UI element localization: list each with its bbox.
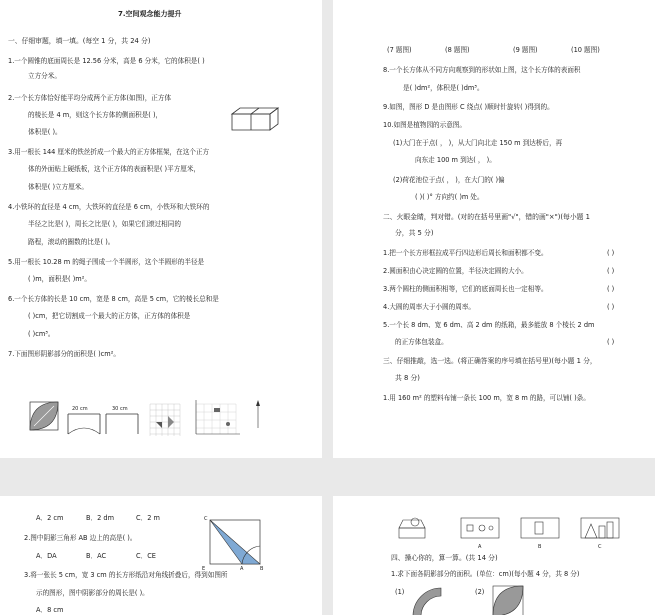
shaded-leaf-figure [489,584,529,615]
question-text: 1.用 160 m² 的塑料布铺一条长 100 m，宽 8 m 的路，可以铺( )条。 [383,394,590,402]
judge-item: 的正方体包装盒。 [395,338,448,346]
option-b[interactable]: B．AC [86,552,107,560]
object-views-figure [393,508,653,548]
option-a[interactable]: A．DA [36,552,57,560]
question-text: 向东走 100 m 到达( ， )。 [415,156,496,164]
page-1 [0,0,322,458]
rectangle-figure-20cm [66,402,102,436]
view-label: B [538,544,542,550]
answer-paren[interactable]: ( ) [607,249,615,257]
page-title: 7.空间观念能力提升 [118,10,182,18]
judge-item: 4.大圆的周率大于小圆的周率。 [383,303,476,311]
grid-rotation-figure [148,400,184,438]
question-text: 10.如图是植物园的示意图。 [383,121,467,129]
question-text: 3.用一根长 144 厘米的铁丝折成一个最大的正方体框架，在这个正方 [8,148,210,156]
question-text: 是( )dm²，体积是( )dm³。 [403,84,484,92]
view-label: A [478,544,482,550]
question-text: 9.如图，图形 D 是由图形 C 绕点( )顺时针旋转( )得到的。 [383,103,554,111]
cuboid-figure [232,106,282,132]
page-3 [0,496,322,615]
page-2 [333,0,655,458]
option-a[interactable]: A．8 cm [36,606,64,614]
section-heading: 三、仔细推敲，选一选。(将正确答案的序号填在括号里)(每小题 1 分， [383,357,597,365]
question-text: 示的图形，图中阴影部分的周长是( )。 [36,589,149,597]
question-text: 1.一个圆锥的底面周长是 12.56 分米，高是 6 分米，它的体积是( ) [8,57,205,65]
question-text: ( )cm，把它切割成一个最大的正方体，正方体的体积是 [28,312,191,320]
question-text: 立方分米。 [28,72,61,80]
question-text: 5.用一根长 10.28 m 的绳子围成一个半圆形，这个半圆形的半径是 [8,258,205,266]
subquestion-label: (1) [395,588,405,596]
question-text: 1.求下面各阴影部分的面积。(单位：cm)(每小题 4 分，共 8 分) [391,570,580,578]
question-text: 路程，滚动的圈数的比是( )。 [28,238,115,246]
question-text: 8.一个长方体从不同方向观察到的形状如上图，这个长方体的表面积 [383,66,581,74]
subquestion-label: (2) [475,588,485,596]
point-label: C [204,516,208,522]
figure-caption: (9 题图) [513,46,538,54]
question-text: 体积是( )。 [28,128,62,136]
judge-item: 1.把一个长方形框拉成平行四边形后周长和面积都不变。 [383,249,548,257]
question-text: 2.一个长方体恰好能平均分成两个正方体(如图)，正方体 [8,94,172,102]
question-text: 2.图中阴影三角形 AB 边上的高是( )。 [24,534,137,542]
leaf-shaded-figure [28,400,62,434]
judge-item: 2.圆面积由心决定圆的位置，半径决定圆的大小。 [383,267,528,275]
figure-caption: (7 题图) [387,46,412,54]
question-text: ( )( )° 方向约( )m 处。 [415,193,484,201]
section-heading: 二、火眼金睛，判对错。(对的在括号里画"√"，错的画"×")(每小题 1 [383,213,590,221]
rectangle-figure-30cm [104,402,140,436]
park-map-figure [190,398,264,440]
triangle-figure [200,512,270,570]
answer-paren[interactable]: ( ) [607,267,615,275]
section-heading: 共 8 分) [395,374,420,382]
question-text: (2)荷花池位于点( ， )，在大门的( )偏 [393,176,505,184]
answer-paren[interactable]: ( ) [607,285,615,293]
option-b[interactable]: B．2 dm [86,514,115,522]
judge-item: 3.两个圆柱的侧面积相等，它们的底面周长也一定相等。 [383,285,548,293]
option-a[interactable]: A．2 cm [36,514,64,522]
question-text: 体的外面贴上硬纸板，这个正方体的表面积是( )平方厘米， [28,165,201,173]
question-text: 体积是( )立方厘米。 [28,183,88,191]
section-heading: 分，共 5 分) [395,229,434,237]
figure-caption: (10 题图) [571,46,600,54]
question-text: ( )cm³。 [28,330,55,338]
question-text: ( )m，面积是( )m²。 [28,275,91,283]
question-text: 半径之比是( )，周长之比是( )，如果它们滚过相同的 [28,220,181,228]
point-label: E [202,566,206,572]
option-c[interactable]: C．CE [136,552,156,560]
question-text: 4.小铁环的直径是 4 cm，大铁环的直径是 6 cm，小铁环和大铁环的 [8,203,210,211]
page-4 [333,496,655,615]
shaded-arc-figure [409,584,449,615]
question-text: 7.下面图形阴影部分的面积是( )cm²。 [8,350,120,358]
section-heading: 一、仔细审题，填一填。(每空 1 分，共 24 分) [8,37,151,45]
judge-item: 5.一个长 8 dm、宽 6 dm、高 2 dm 的纸箱，最多能放 8 个棱长 2 dm [383,321,595,329]
dimension-label: 30 cm [112,406,128,412]
section-heading: 四、操心你的，算一算。(共 14 分) [391,554,498,562]
point-label: B [260,566,264,572]
question-text: 6.一个长方体的长是 10 cm，宽是 8 cm，高是 5 cm，它的棱长总和是 [8,295,219,303]
figure-caption: (8 题图) [445,46,470,54]
option-c[interactable]: C．2 m [136,514,160,522]
answer-paren[interactable]: ( ) [607,338,615,346]
question-text: (1)大门在于点( ， )，从大门向北走 150 m 到达桥后，再 [393,139,563,147]
question-text: 的棱长是 4 m，则这个长方体的侧面积是( )， [28,111,163,119]
answer-paren[interactable]: ( ) [607,303,615,311]
dimension-label: 20 cm [72,406,88,412]
view-label: C [598,544,602,550]
point-label: A [240,566,244,572]
question-text: 3.将一张长 5 cm，宽 3 cm 的长方形纸沿对角线折叠后，得到如图所 [24,571,228,579]
